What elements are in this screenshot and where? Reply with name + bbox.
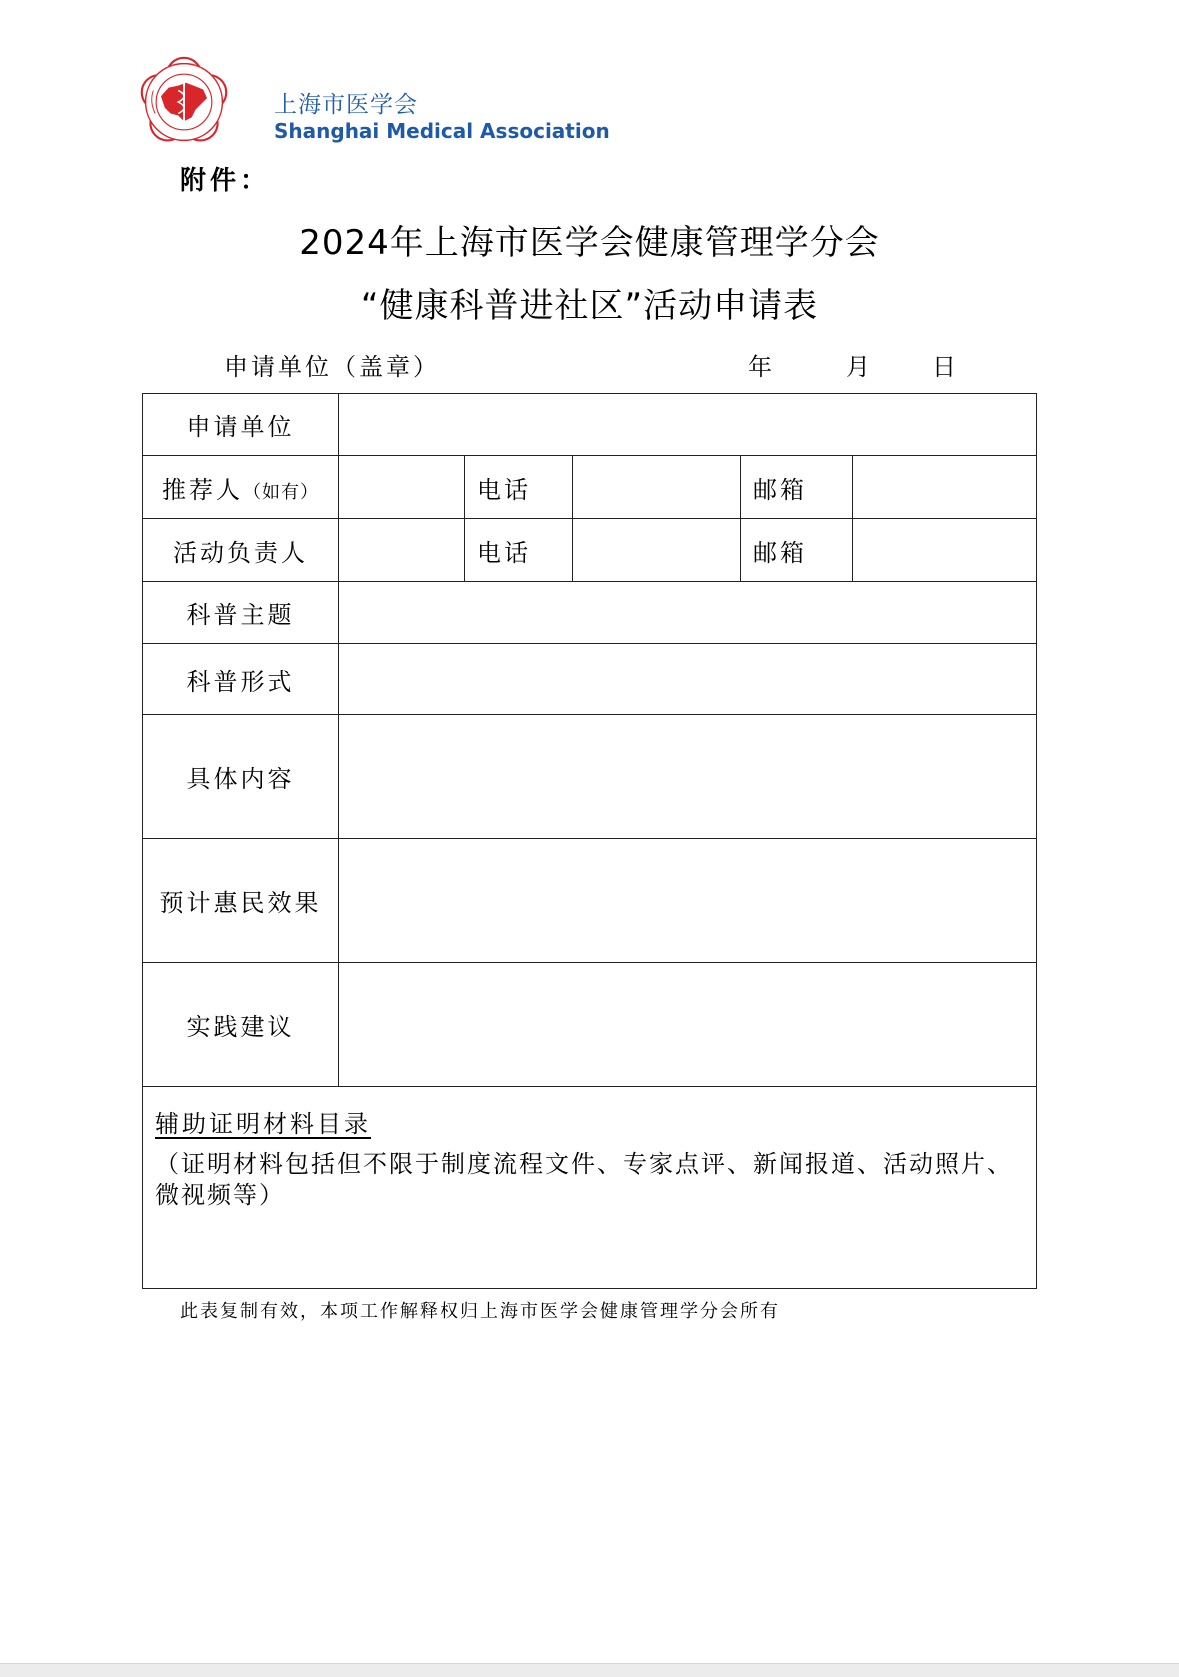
- application-form-table: [142, 393, 1037, 1289]
- document-title-line2: “健康科普进社区”活动申请表: [360, 286, 819, 326]
- recommender-email-field[interactable]: [853, 456, 1037, 519]
- document-title-line1: 2024年上海市医学会健康管理学分会: [299, 223, 880, 263]
- materials-title: 辅助证明材料目录: [155, 1110, 371, 1138]
- table-row: [143, 456, 1037, 519]
- recommender-phone-label: 电话: [465, 456, 573, 519]
- activity-leader-label: 活动负责人: [143, 519, 339, 582]
- date-year-label: 年: [748, 353, 772, 381]
- recommender-text: 推荐人: [162, 475, 243, 504]
- date-day-label: 日: [932, 353, 956, 381]
- effect-label: 预计惠民效果: [143, 839, 339, 963]
- activity-leader-field[interactable]: [339, 519, 465, 582]
- topic-field[interactable]: [339, 582, 1037, 644]
- effect-field[interactable]: [339, 839, 1037, 963]
- footnote: 此表复制有效，本项工作解释权归上海市医学会健康管理学分会所有: [180, 1301, 780, 1322]
- table-row: [143, 839, 1037, 963]
- table-row: [143, 394, 1037, 456]
- recommender-note: （如有）: [243, 481, 319, 503]
- org-name-cn: 上海市医学会: [274, 92, 418, 118]
- table-row: [143, 963, 1037, 1087]
- suggestion-label: 实践建议: [143, 963, 339, 1087]
- applicant-unit-label: 申请单位: [143, 394, 339, 456]
- leader-email-field[interactable]: [853, 519, 1037, 582]
- applicant-seal-label: 申请单位（盖章）: [224, 353, 440, 381]
- content-field[interactable]: [339, 715, 1037, 839]
- content-label: 具体内容: [143, 715, 339, 839]
- shanghai-medical-association-logo: [136, 54, 232, 150]
- topic-label: 科普主题: [143, 582, 339, 644]
- suggestion-field[interactable]: [339, 963, 1037, 1087]
- materials-field[interactable]: [143, 1087, 1037, 1289]
- materials-note: （证明材料包括但不限于制度流程文件、专家点评、新闻报道、活动照片、微视频等）: [155, 1149, 1013, 1210]
- leader-phone-label: 电话: [465, 519, 573, 582]
- leader-email-label: 邮箱: [741, 519, 853, 582]
- table-row: [143, 644, 1037, 715]
- recommender-field[interactable]: [339, 456, 465, 519]
- date-month-label: 月: [846, 353, 870, 381]
- recommender-phone-field[interactable]: [573, 456, 741, 519]
- recommender-email-label: 邮箱: [741, 456, 853, 519]
- applicant-unit-field[interactable]: [339, 394, 1037, 456]
- table-row: [143, 1087, 1037, 1289]
- attachment-label: 附件：: [180, 166, 271, 196]
- leader-phone-field[interactable]: [573, 519, 741, 582]
- table-row: [143, 519, 1037, 582]
- org-name-en: Shanghai Medical Association: [274, 119, 610, 143]
- recommender-label: [143, 456, 339, 519]
- format-label: 科普形式: [143, 644, 339, 715]
- format-field[interactable]: [339, 644, 1037, 715]
- table-row: [143, 715, 1037, 839]
- table-row: [143, 582, 1037, 644]
